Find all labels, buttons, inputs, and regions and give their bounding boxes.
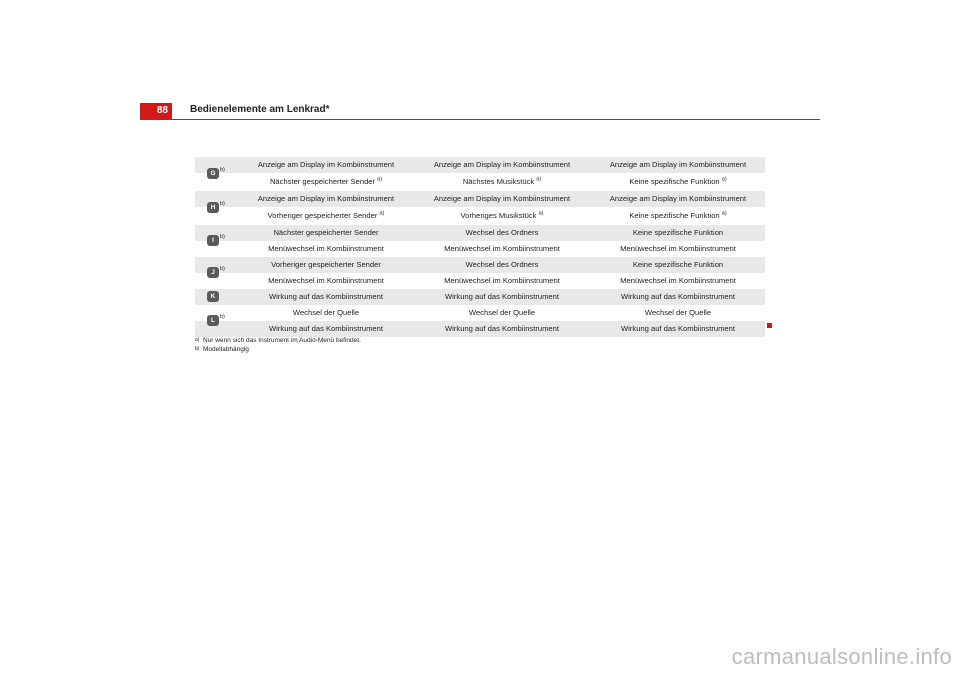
cell-text: Nächster gespeicherter Sender (273, 228, 379, 238)
cell-text: Nächster gespeicherter Sender (269, 177, 376, 187)
table-cell (238, 261, 414, 269)
footnote-ref: a) (536, 176, 542, 183)
cell-text: Menüwechsel im Kombiinstrument (620, 244, 736, 254)
end-of-section-icon (767, 323, 772, 328)
table-cell (414, 229, 590, 237)
table-cell (590, 261, 766, 269)
control-letter-icon: H (207, 202, 219, 213)
table-cell (590, 161, 766, 169)
cell-text: Vorheriger gespeicherter Sender (267, 211, 378, 221)
control-letter-icon: I (207, 235, 219, 246)
cell-text: Menüwechsel im Kombiinstrument (268, 244, 384, 254)
table-row (195, 257, 765, 273)
table-group-k (195, 289, 765, 305)
table-cell (590, 277, 766, 285)
cell-text: Keine spezifische Funktion (632, 228, 724, 238)
cell-text: Menüwechsel im Kombiinstrument (268, 276, 384, 286)
watermark: carmanualsonline.info (731, 644, 952, 669)
cell-text: Wirkung auf das Kombiinstrument (269, 292, 383, 302)
footnote-mark: a) (195, 337, 200, 343)
table-row (195, 157, 765, 173)
footnote-ref: a) (379, 210, 385, 217)
table-group-l (195, 305, 765, 337)
table-row (195, 305, 765, 321)
cell-text: Wechsel des Ordners (465, 260, 539, 270)
cell-text: Keine spezifische Funktion (629, 177, 720, 187)
table-cell (414, 325, 590, 333)
footnote-ref: a) (721, 176, 727, 183)
table-cell (238, 277, 414, 285)
cell-text: Anzeige am Display im Kombiinstrument (609, 194, 747, 204)
table-group-g (195, 157, 765, 191)
table-cell (590, 309, 766, 317)
footnote-ref: a) (377, 176, 383, 183)
table-cell (238, 309, 414, 317)
table-cell (590, 245, 766, 253)
footnote-ref: a) (721, 210, 727, 217)
table-row (195, 273, 765, 289)
footnote-ref: b) (220, 313, 225, 320)
cell-text: Wechsel der Quelle (292, 308, 360, 318)
footnote-ref: a) (538, 210, 544, 217)
control-key (207, 315, 225, 326)
cell-text: Wechsel des Ordners (465, 228, 539, 238)
control-letter-icon: G (207, 168, 219, 179)
table-cell (238, 178, 414, 186)
cell-text: Wirkung auf das Kombiinstrument (445, 292, 559, 302)
footnote (195, 346, 361, 355)
control-key (207, 168, 225, 179)
footnote-ref: b) (220, 233, 225, 240)
control-key (207, 235, 225, 246)
table-cell (590, 178, 766, 186)
table-row (195, 191, 765, 207)
footnotes (195, 337, 361, 355)
cell-text: Wechsel der Quelle (644, 308, 712, 318)
table-cell (238, 325, 414, 333)
footnote-mark: b) (195, 346, 200, 352)
footnote-ref: b) (220, 166, 225, 173)
cell-text: Menüwechsel im Kombiinstrument (444, 276, 560, 286)
cell-text: Wirkung auf das Kombiinstrument (621, 292, 735, 302)
controls-table (195, 157, 765, 337)
cell-text: Keine spezifische Funktion (629, 211, 720, 221)
table-row (195, 289, 765, 305)
table-cell (414, 178, 590, 186)
table-cell (238, 212, 414, 220)
table-cell (238, 229, 414, 237)
footnote-text: Modellabhängig (203, 346, 249, 353)
cell-text: Menüwechsel im Kombiinstrument (444, 244, 560, 254)
cell-text: Vorheriges Musikstück (460, 211, 537, 221)
table-group-j (195, 257, 765, 289)
table-cell (414, 309, 590, 317)
table-cell (238, 161, 414, 169)
control-key (207, 267, 225, 278)
cell-text: Vorheriger gespeicherter Sender (271, 260, 381, 270)
cell-text: Anzeige am Display im Kombiinstrument (433, 160, 571, 170)
footnote-text: Nur wenn sich das Instrument im Audio-Menü befindet. (203, 337, 361, 344)
table-row (195, 321, 765, 337)
table-cell (414, 161, 590, 169)
control-letter-icon: K (207, 291, 219, 302)
table-row (195, 225, 765, 241)
table-cell (414, 261, 590, 269)
page-header (140, 103, 820, 120)
table-cell (590, 229, 766, 237)
cell-text: Anzeige am Display im Kombiinstrument (433, 194, 571, 204)
cell-text: Menüwechsel im Kombiinstrument (620, 276, 736, 286)
control-letter-icon: L (207, 315, 219, 326)
cell-text: Wirkung auf das Kombiinstrument (621, 324, 735, 334)
table-cell (414, 277, 590, 285)
cell-text: Wechsel der Quelle (468, 308, 536, 318)
table-cell (238, 293, 414, 301)
control-letter-icon: J (207, 267, 219, 278)
table-cell (414, 195, 590, 203)
table-row (195, 173, 765, 191)
table-cell (590, 195, 766, 203)
table-group-i (195, 225, 765, 257)
cell-text: Anzeige am Display im Kombiinstrument (257, 194, 395, 204)
footnote (195, 337, 361, 346)
table-cell (414, 245, 590, 253)
cell-text: Nächstes Musikstück (462, 177, 535, 187)
table-cell (590, 325, 766, 333)
cell-text: Wirkung auf das Kombiinstrument (269, 324, 383, 334)
page-number: 88 (140, 103, 172, 120)
table-row (195, 241, 765, 257)
cell-text: Keine spezifische Funktion (632, 260, 724, 270)
table-cell (414, 293, 590, 301)
table-cell (238, 195, 414, 203)
page-title: Bedienelemente am Lenkrad* (190, 104, 330, 115)
table-cell (238, 245, 414, 253)
table-cell (414, 212, 590, 220)
control-key (207, 202, 225, 213)
cell-text: Anzeige am Display im Kombiinstrument (257, 160, 395, 170)
cell-text: Anzeige am Display im Kombiinstrument (609, 160, 747, 170)
table-cell (590, 293, 766, 301)
table-row (195, 207, 765, 225)
control-key (207, 291, 219, 302)
cell-text: Wirkung auf das Kombiinstrument (445, 324, 559, 334)
footnote-ref: b) (220, 200, 225, 207)
table-cell (590, 212, 766, 220)
table-group-h (195, 191, 765, 225)
footnote-ref: b) (220, 265, 225, 272)
